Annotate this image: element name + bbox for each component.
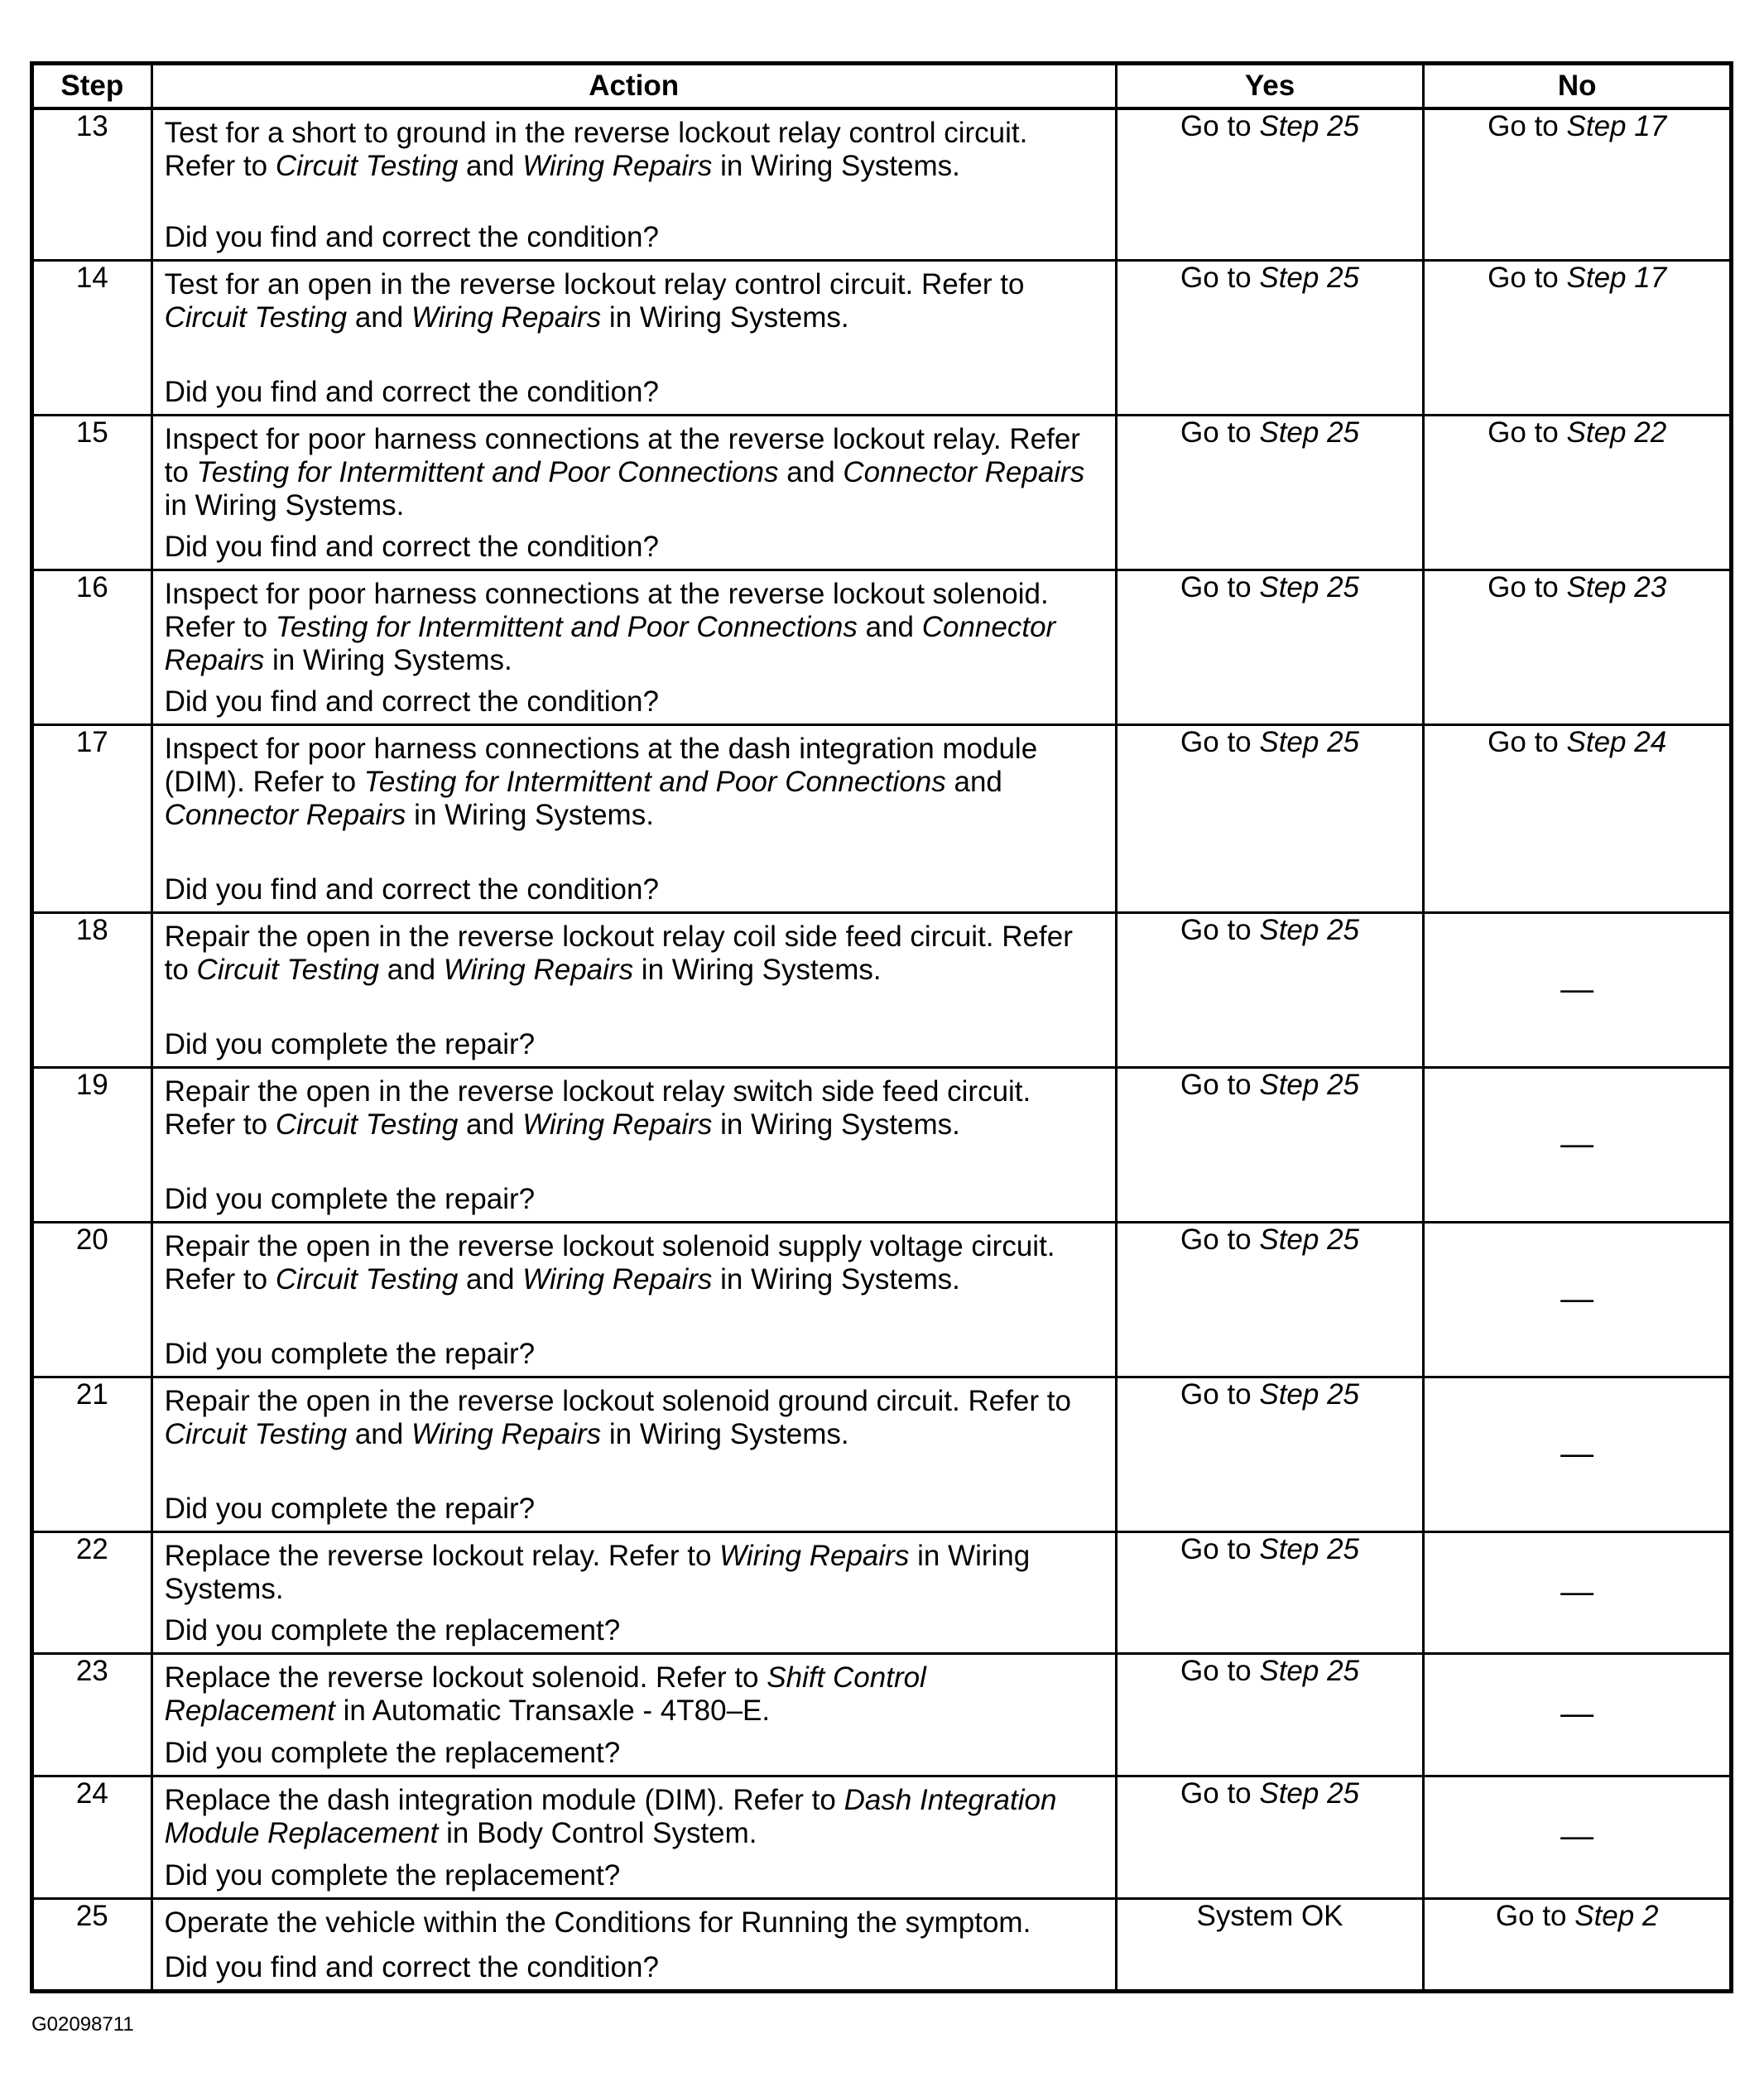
action-cell	[151, 108, 1116, 260]
yes-result	[1116, 1653, 1424, 1776]
action-question: Did you complete the replacement?	[164, 1736, 621, 1769]
action-instruction	[153, 1655, 1115, 1728]
text-segment: and	[778, 455, 844, 488]
italic-reference: Wiring Repairs	[411, 300, 602, 334]
no-result	[1424, 1377, 1732, 1531]
yes-result	[1116, 570, 1424, 724]
text-segment: Replace the dash integration module (DIM). Refer to	[164, 1783, 844, 1816]
italic-reference: Connector Repairs	[843, 455, 1085, 488]
table-header-row	[32, 64, 1732, 109]
italic-reference: Step 25	[1259, 1068, 1360, 1101]
italic-reference: Step 25	[1259, 1223, 1360, 1256]
action-question: Did you complete the repair?	[164, 1337, 536, 1370]
text-segment: Go to	[1180, 416, 1260, 449]
action-question: Did you complete the repair?	[164, 1492, 536, 1525]
not-applicable-dash: —	[1560, 1435, 1594, 1472]
action-question: Did you complete the repair?	[164, 1027, 536, 1060]
not-applicable-dash: —	[1560, 970, 1594, 1007]
text-segment: in Wiring Systems.	[601, 1417, 849, 1450]
table-row	[32, 1776, 1732, 1898]
action-instruction	[153, 914, 1115, 987]
yes-result	[1116, 415, 1424, 570]
header-action: Action	[151, 64, 1116, 109]
table-row	[32, 1531, 1732, 1653]
action-instruction	[153, 1069, 1115, 1142]
action-cell	[151, 415, 1116, 570]
action-question: Did you find and correct the condition?	[164, 375, 659, 408]
text-segment: Go to	[1180, 1068, 1260, 1101]
figure-id: G02098711	[31, 2013, 134, 2036]
table-row	[32, 260, 1732, 415]
italic-reference: Step 23	[1566, 570, 1667, 603]
no-result	[1424, 570, 1732, 724]
text-segment: Go to	[1180, 1377, 1260, 1411]
yes-result	[1116, 260, 1424, 415]
action-instruction	[153, 1900, 1115, 1940]
action-instruction	[153, 416, 1115, 522]
text-segment: Inspect for poor harness connections at the reverse lockout relay. Refer to	[164, 422, 1080, 488]
yes-result	[1116, 1377, 1424, 1531]
step-number: 24	[32, 1776, 152, 1898]
action-question: Did you find and correct the condition?	[164, 685, 659, 718]
italic-reference: Circuit Testing	[275, 150, 459, 182]
text-segment: and	[458, 1262, 523, 1296]
action-instruction	[153, 1777, 1115, 1850]
text-segment: in Automatic Transaxle - 4T80–E.	[334, 1694, 771, 1727]
italic-reference: Step 2	[1574, 1899, 1659, 1932]
not-applicable-dash: —	[1560, 1818, 1594, 1854]
action-question: Did you find and correct the condition?	[164, 1950, 659, 1983]
action-question: Did you find and correct the condition?	[164, 530, 659, 563]
text-segment: in Body Control System.	[438, 1816, 757, 1849]
action-instruction	[153, 726, 1115, 832]
text-segment: and	[857, 610, 922, 643]
italic-reference: Step 25	[1259, 725, 1360, 758]
text-segment: Test for a short to ground in the reverse lockout relay control circuit. Refer to	[164, 117, 1028, 182]
not-applicable-dash: —	[1560, 1280, 1594, 1317]
italic-reference: Circuit Testing	[275, 1108, 459, 1141]
italic-reference: Step 25	[1259, 913, 1360, 946]
text-segment: in Wiring Systems.	[712, 150, 960, 182]
text-segment: in Wiring Systems.	[712, 1108, 960, 1141]
italic-reference: Step 17	[1566, 261, 1667, 294]
text-segment: Operate the vehicle within the Conditions for Running the symptom.	[164, 1906, 1031, 1939]
no-result	[1424, 415, 1732, 570]
step-number: 15	[32, 415, 152, 570]
action-question: Did you complete the repair?	[164, 1182, 536, 1215]
header-yes: Yes	[1116, 64, 1424, 109]
action-instruction	[153, 262, 1115, 334]
action-question: Did you complete the replacement?	[164, 1613, 621, 1647]
no-result	[1424, 724, 1732, 912]
text-segment: Go to	[1180, 913, 1260, 946]
italic-reference: Step 25	[1259, 1776, 1360, 1810]
text-segment: Go to	[1180, 1532, 1260, 1565]
italic-reference: Testing for Intermittent and Poor Connections	[363, 765, 946, 798]
italic-reference: Shift Control Replacement	[164, 1661, 926, 1727]
text-segment: Go to	[1488, 725, 1567, 758]
table-row	[32, 1377, 1732, 1531]
text-segment: Inspect for poor harness connections at the dash integration module (DIM). Refer to	[164, 732, 1038, 798]
no-result	[1424, 1067, 1732, 1222]
step-number: 18	[32, 912, 152, 1067]
table-row	[32, 108, 1732, 260]
italic-reference: Circuit Testing	[164, 300, 348, 334]
text-segment: Repair the open in the reverse lockout solenoid ground circuit. Refer to	[164, 1384, 1071, 1417]
text-segment: and	[458, 1108, 523, 1141]
text-segment: Go to	[1180, 1776, 1260, 1810]
action-question: Did you find and correct the condition?	[164, 220, 659, 253]
text-segment: Repair the open in the reverse lockout relay coil side feed circuit. Refer to	[164, 920, 1073, 986]
step-number: 13	[32, 108, 152, 260]
step-number: 25	[32, 1898, 152, 1991]
table-row	[32, 570, 1732, 724]
text-segment: in Wiring Systems.	[712, 1262, 960, 1296]
table-row	[32, 912, 1732, 1067]
no-result	[1424, 1653, 1732, 1776]
text-segment: Go to	[1180, 110, 1260, 142]
text-segment: Go to	[1180, 570, 1260, 603]
step-number: 23	[32, 1653, 152, 1776]
text-segment: in Wiring Systems.	[406, 798, 654, 831]
action-cell	[151, 1776, 1116, 1898]
yes-result	[1116, 108, 1424, 260]
italic-reference: Connector Repairs	[164, 798, 406, 831]
italic-reference: Step 25	[1259, 1654, 1360, 1687]
italic-reference: Step 25	[1259, 416, 1360, 449]
action-instruction	[153, 571, 1115, 677]
yes-result	[1116, 724, 1424, 912]
not-applicable-dash: —	[1560, 1695, 1594, 1732]
yes-result	[1116, 1898, 1424, 1991]
italic-reference: Wiring Repairs	[522, 150, 713, 182]
italic-reference: Wiring Repairs	[522, 1108, 713, 1141]
text-segment: Replace the reverse lockout relay. Refer to	[164, 1539, 720, 1572]
text-segment: Go to	[1488, 416, 1567, 449]
italic-reference: Step 25	[1259, 570, 1360, 603]
italic-reference: Testing for Intermittent and Poor Connections	[275, 610, 858, 643]
text-segment: and	[945, 765, 1002, 798]
table-row	[32, 1653, 1732, 1776]
yes-result	[1116, 1776, 1424, 1898]
text-segment: Go to	[1180, 1654, 1260, 1687]
table-row	[32, 1067, 1732, 1222]
text-segment: in Wiring Systems.	[633, 953, 882, 986]
italic-reference: Step 25	[1259, 1532, 1360, 1565]
yes-result	[1116, 912, 1424, 1067]
step-number: 20	[32, 1222, 152, 1377]
italic-reference: Circuit Testing	[164, 1417, 348, 1450]
table-body	[32, 108, 1732, 1991]
step-number: 19	[32, 1067, 152, 1222]
italic-reference: Step 25	[1259, 1377, 1360, 1411]
text-segment: Go to	[1495, 1899, 1575, 1932]
action-cell	[151, 1531, 1116, 1653]
no-result	[1424, 912, 1732, 1067]
action-cell	[151, 260, 1116, 415]
italic-reference: Wiring Repairs	[443, 953, 634, 986]
action-cell	[151, 1377, 1116, 1531]
italic-reference: Step 25	[1259, 110, 1360, 142]
text-segment: and	[347, 300, 411, 334]
action-cell	[151, 1898, 1116, 1991]
italic-reference: Circuit Testing	[196, 953, 380, 986]
italic-reference: Wiring Repairs	[522, 1262, 713, 1296]
italic-reference: Wiring Repairs	[719, 1539, 910, 1572]
step-number: 16	[32, 570, 152, 724]
italic-reference: Circuit Testing	[275, 1262, 459, 1296]
text-segment: and	[379, 953, 444, 986]
no-result	[1424, 260, 1732, 415]
text-segment: Go to	[1180, 1223, 1260, 1256]
action-cell	[151, 1653, 1116, 1776]
no-result	[1424, 108, 1732, 260]
text-segment: Go to	[1180, 261, 1260, 294]
header-step: Step	[32, 64, 152, 109]
text-segment: in Wiring Systems.	[164, 488, 405, 522]
text-segment: in Wiring Systems.	[601, 300, 849, 334]
text-segment: Go to	[1488, 570, 1567, 603]
action-instruction	[153, 110, 1115, 183]
step-number: 14	[32, 260, 152, 415]
text-segment: and	[458, 150, 523, 182]
no-result	[1424, 1898, 1732, 1991]
italic-reference: Step 24	[1566, 725, 1667, 758]
text-segment: Go to	[1488, 110, 1567, 142]
text-segment: Replace the reverse lockout solenoid. Refer to	[164, 1661, 767, 1694]
italic-reference: Wiring Repairs	[411, 1417, 602, 1450]
text-segment: in Wiring Systems.	[164, 1539, 1031, 1605]
table-row	[32, 1222, 1732, 1377]
yes-result	[1116, 1067, 1424, 1222]
table-row	[32, 1898, 1732, 1991]
step-number: 22	[32, 1531, 152, 1653]
action-cell	[151, 570, 1116, 724]
text-segment: Inspect for poor harness connections at the reverse lockout solenoid. Refer to	[164, 577, 1049, 643]
action-question: Did you complete the replacement?	[164, 1858, 621, 1892]
not-applicable-dash: —	[1560, 1573, 1594, 1610]
text-segment: Go to	[1180, 725, 1260, 758]
not-applicable-dash: —	[1560, 1125, 1594, 1162]
no-result	[1424, 1222, 1732, 1377]
action-question: Did you find and correct the condition?	[164, 873, 659, 906]
text-segment: in Wiring Systems.	[264, 643, 512, 676]
action-cell	[151, 724, 1116, 912]
italic-reference: Dash Integration Module Replacement	[164, 1783, 1057, 1849]
text-segment: System OK	[1196, 1899, 1343, 1932]
table-row	[32, 724, 1732, 912]
italic-reference: Connector Repairs	[164, 610, 1056, 676]
yes-result	[1116, 1531, 1424, 1653]
action-instruction	[153, 1533, 1115, 1606]
table-row	[32, 415, 1732, 570]
action-cell	[151, 1067, 1116, 1222]
text-segment: Repair the open in the reverse lockout relay switch side feed circuit. Refer to	[164, 1074, 1031, 1141]
header-no: No	[1424, 64, 1732, 109]
text-segment: and	[347, 1417, 411, 1450]
step-number: 21	[32, 1377, 152, 1531]
action-instruction	[153, 1378, 1115, 1451]
yes-result	[1116, 1222, 1424, 1377]
action-cell	[151, 912, 1116, 1067]
text-segment: Test for an open in the reverse lockout relay control circuit. Refer to	[164, 267, 1025, 300]
italic-reference: Step 17	[1566, 110, 1667, 142]
italic-reference: Step 25	[1259, 261, 1360, 294]
text-segment: Repair the open in the reverse lockout solenoid supply voltage circuit. Refer to	[164, 1229, 1055, 1296]
italic-reference: Testing for Intermittent and Poor Connections	[196, 455, 779, 488]
text-segment: Go to	[1488, 261, 1567, 294]
diagnostic-table	[30, 61, 1733, 1993]
no-result	[1424, 1531, 1732, 1653]
action-cell	[151, 1222, 1116, 1377]
step-number: 17	[32, 724, 152, 912]
italic-reference: Step 22	[1566, 416, 1667, 449]
action-instruction	[153, 1223, 1115, 1296]
no-result	[1424, 1776, 1732, 1898]
